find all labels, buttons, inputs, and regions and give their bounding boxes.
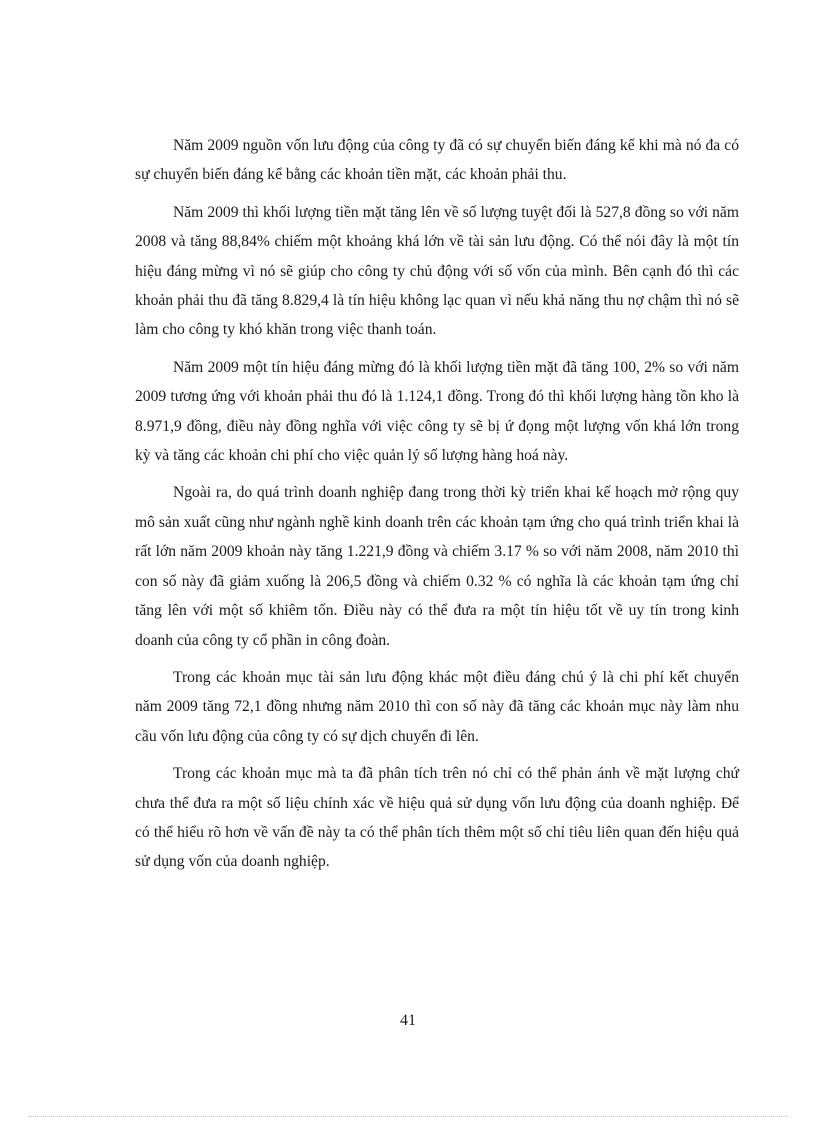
paragraph-3: Năm 2009 một tín hiệu đáng mừng đó là khối lượng tiền mặt đã tăng 100, 2% so với năm 2009 tương ứng với khoản phải thu đó là 1.124,1 đồng. Trong đó thì khối lượng hàng tồn kho là 8.971,9 đồng, điều này đồng nghĩa với việc công ty sẽ bị ứ đọng một lượng vốn khá lớn trong kỳ và tăng các khoản chi phí cho việc quản lý số lượng hàng hoá này. [135,358,739,465]
body-text [135,131,739,885]
page-number: 41 [400,1012,416,1029]
paragraph-1: Năm 2009 nguồn vốn lưu động của công ty đã có sự chuyển biến đáng kể khi mà nó đa có sự chuyển biến đáng kể bằng các khoản tiền mặt, các khoản phải thu. [135,137,739,184]
paragraph-5: Trong các khoản mục tài sản lưu động khác một điều đáng chú ý là chi phí kết chuyển năm 2009 tăng 72,1 đồng nhưng năm 2010 thì con số này đã tăng các khoản mục này làm nhu cầu vốn lưu động của công ty có sự dịch chuyển đi lên. [135,668,739,745]
paragraph-2: Năm 2009 thì khối lượng tiền mặt tăng lên về số lượng tuyệt đối là 527,8 đồng so với năm 2008 và tăng 88,84% chiếm một khoảng khá lớn về tài sản lưu động. Có thể nói đây là một tín hiệu đáng mừng vì nó sẽ giúp cho công ty chủ động với số vốn của mình. Bên cạnh đó thì các khoản phải thu đã tăng 8.829,4 là tín hiệu không lạc quan vì nếu khả năng thu nợ chậm thì nó sẽ làm cho công ty khó khăn trong việc thanh toán. [135,203,739,339]
footer-divider [28,1116,788,1117]
paragraph-6: Trong các khoản mục mà ta đã phân tích trên nó chỉ có thể phản ánh về mặt lượng chứ chưa thể đưa ra một số liệu chính xác về hiệu quả sử dụng vốn lưu động của doanh nghiệp. Để có thể hiểu rõ hơn về vấn đề này ta có thể phân tích thêm một số chỉ tiêu liên quan đến hiệu quả sử dụng vốn của doanh nghiệp. [135,765,739,871]
paragraph-4: Ngoài ra, do quá trình doanh nghiệp đang trong thời kỳ triển khai kế hoạch mở rộng quy mô sản xuất cũng như ngành nghề kinh doanh trên các khoản tạm ứng cho quá trình triển khai là rất lớn năm 2009 khoản này tăng 1.221,9 đồng và chiếm 3.17 % so với năm 2008, năm 2010 thì con số này đã giảm xuống là 206,5 đồng và chiếm 0.32 % có nghĩa là các khoản tạm ứng chỉ tăng lên với một số khiêm tốn. Điều này có thể đưa ra một tín hiệu tốt về uy tín trong kinh doanh của công ty cổ phần in công đoàn. [135,484,739,649]
